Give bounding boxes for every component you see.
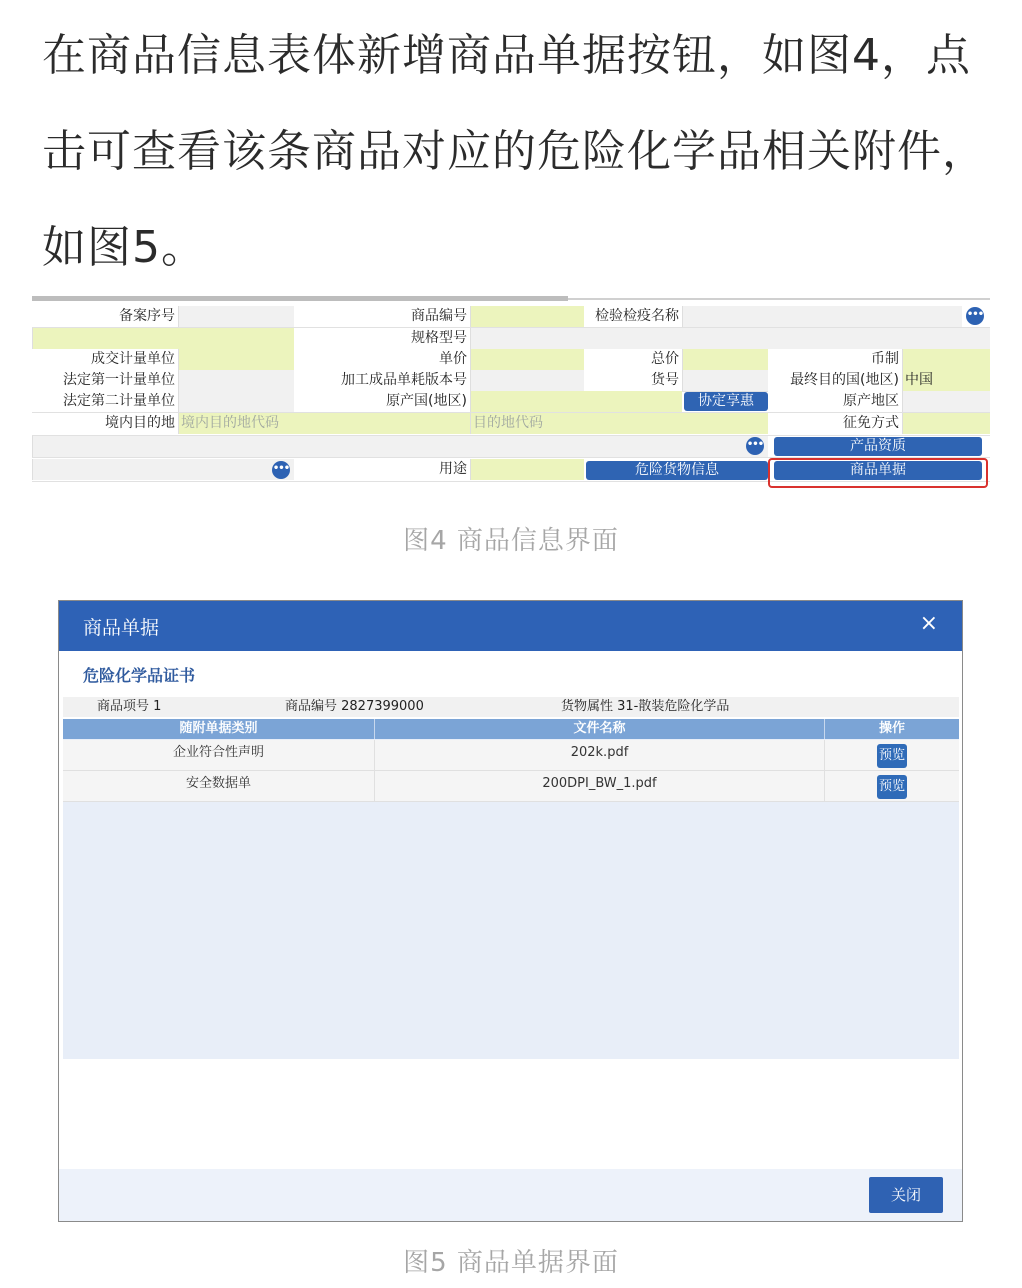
unit-price-field[interactable] [470,349,584,370]
label-unit-price: 单价 [294,349,470,370]
label-purpose: 用途 [294,459,470,480]
figure4-product-form [32,296,990,502]
top-border [32,296,568,301]
deal-unit-field[interactable] [178,349,294,370]
documents-table [63,719,959,1059]
filing-no-field[interactable] [178,306,294,327]
label-spec-model: 规格型号 [294,328,470,349]
section-title: 危险化学品证书 [83,666,196,685]
close-button[interactable]: 关闭 [869,1177,943,1213]
label-origin-country: 原产国(地区) [294,391,470,412]
modal-footer [59,1169,962,1221]
label-deal-unit: 成交计量单位 [32,349,178,370]
file-name: 200DPI_BW_1.pdf [375,771,825,801]
label-legal-unit1: 法定第一计量单位 [32,370,178,391]
figure4-caption: 图4 商品信息界面 [403,526,619,556]
origin-country-field[interactable] [470,391,682,412]
table-header [63,719,959,739]
document-category: 安全数据单 [63,771,375,801]
domestic-dest-placeholder: 境内目的地代码 [181,415,279,431]
form-row [32,306,990,328]
total-price-field[interactable] [682,349,768,370]
dest-code-placeholder: 目的地代码 [473,415,543,431]
form-row [32,328,990,350]
label-item-code: 商品编号 [294,306,470,327]
table-row[interactable] [63,771,959,802]
legal-unit1-field[interactable] [178,370,294,391]
form-row [32,349,990,371]
purpose-field[interactable] [470,459,584,480]
item-info-bar [63,697,959,717]
goods-documents-modal [58,600,963,1222]
figure5-caption: 图5 商品单据界面 [403,1248,619,1278]
processing-version-field[interactable] [470,370,584,391]
modal-header [59,601,962,651]
final-dest-field[interactable] [902,370,990,391]
more-icon[interactable]: ••• [746,437,764,455]
cargo-attribute: 货物属性 31-散装危险化学品 [561,699,730,714]
goods-no-field[interactable] [682,370,768,391]
preview-button[interactable]: 预览 [877,775,907,799]
goods-documents-button[interactable]: 商品单据 [774,461,982,480]
origin-region-field[interactable] [902,391,990,412]
article-paragraph: 在商品信息表体新增商品单据按钮，如图4，点击可查看该条商品对应的危险化学品相关附件，如图5。 [42,30,987,273]
item-code-field[interactable] [470,306,584,327]
more-icon[interactable]: ••• [272,461,290,479]
dangerous-goods-button[interactable]: 危险货物信息 [586,461,768,480]
item-code: 商品编号 2827399000 [285,699,424,714]
label-exemption: 征免方式 [768,413,902,434]
label-origin-region: 原产地区 [768,391,902,412]
form-row [32,391,990,413]
label-filing-no: 备案序号 [32,306,178,327]
currency-field[interactable] [902,349,990,370]
top-border-thin [568,298,990,300]
dest-code-field[interactable] [470,413,768,434]
domestic-dest-field[interactable] [178,413,470,434]
label-currency: 币制 [768,349,902,370]
close-icon[interactable]: × [919,611,938,636]
form-row [32,370,990,392]
product-qualification-button[interactable]: 产品资质 [774,437,982,456]
form-row [32,436,990,458]
label-legal-unit2: 法定第二计量单位 [32,391,178,412]
form-row [32,413,990,436]
exemption-field[interactable] [902,413,990,434]
item-no: 商品项号 1 [97,699,162,714]
spec-model-field[interactable] [470,328,990,349]
document-category: 企业符合性声明 [63,740,375,770]
label-total-price: 总价 [584,349,682,370]
blank-field[interactable] [32,436,768,457]
label-domestic-dest: 境内目的地 [32,413,178,434]
column-header: 随附单据类别 [63,719,375,739]
table-row[interactable] [63,740,959,771]
column-header: 操作 [878,721,905,736]
label-goods-no: 货号 [584,370,682,391]
declaration-field[interactable] [32,328,294,349]
highlight-box [768,458,988,488]
file-name: 202k.pdf [375,740,825,770]
label-final-dest: 最终目的国(地区) [768,370,902,391]
legal-unit2-field[interactable] [178,391,294,412]
label-inspection-name: 检验检疫名称 [584,306,682,327]
purpose-code-field[interactable] [32,459,294,480]
column-header: 文件名称 [375,719,825,739]
agreement-button[interactable]: 协定享惠 [684,392,768,411]
inspection-name-field[interactable] [682,306,962,327]
preview-button[interactable]: 预览 [877,744,907,768]
more-icon[interactable]: ••• [966,307,984,325]
modal-title: 商品单据 [83,617,160,639]
label-processing-version: 加工成品单耗版本号 [294,370,470,391]
final-dest-value: 中国 [905,372,933,388]
